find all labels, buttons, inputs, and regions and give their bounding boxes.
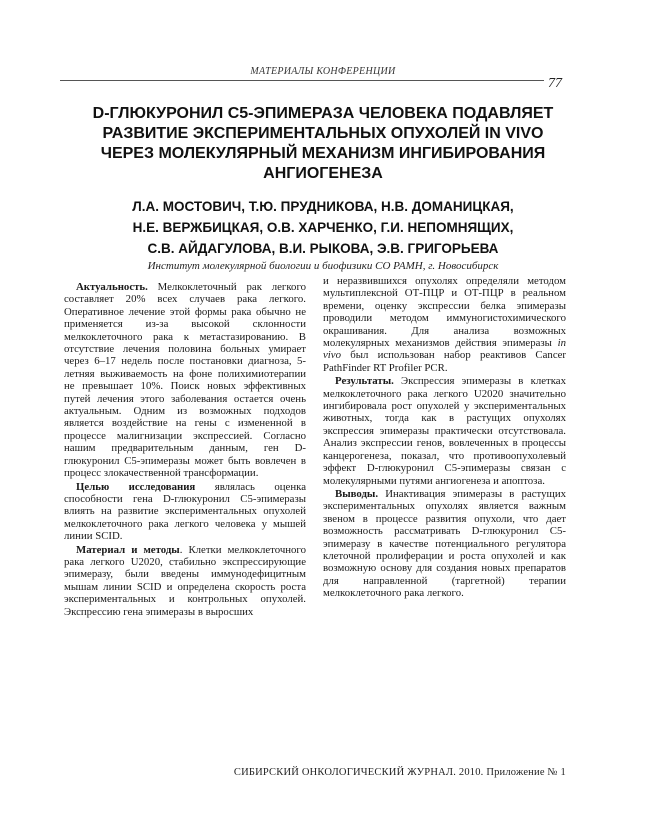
authors-line-3: С.В. АЙДАГУЛОВА, В.И. РЫКОВА, Э.В. ГРИГОРЬЕВА — [147, 241, 499, 256]
results-text: Экспрессия эпимеразы в клетках мелкоклеточного рака легкого U2020 значительно ингибировала рост опухолей у экспериментальных животных, тогда как в растущих опухолях экспрессия эпимеразы практически отсутствовала. Анализ экспрессии генов, вовлеченных в процессы канцерогенеза, показал, что противоопухолевый эффект D-глюкуронил С5-эпимеразы связан с молекулярными путями ангиогенеза и апоптоза. — [323, 375, 566, 487]
methods-text: . Клетки мелкоклеточного рака легкого U2020, стабильно экспрессирующие эпимеразу, были введены иммунодефицитным мышам линии SCID и определена скорость роста экспериментальных и контрольных опухолей. Экспрессию гена эпимеразы в выросших — [64, 543, 306, 618]
in-vivo-italic: in vivo — [323, 337, 566, 362]
aim-heading: Целью исследования — [76, 480, 196, 493]
page-number: 77 — [548, 76, 562, 91]
journal-footer: СИБИРСКИЙ ОНКОЛОГИЧЕСКИЙ ЖУРНАЛ. 2010. Приложение № 1 — [233, 767, 566, 778]
methods-heading: Материал и методы — [76, 543, 180, 556]
header-rule — [60, 80, 544, 81]
paragraph-aim — [64, 481, 306, 543]
article-title — [40, 104, 606, 184]
paragraph-relevance — [64, 281, 306, 480]
title-line-3: ЧЕРЕЗ МОЛЕКУЛЯРНЫЙ МЕХАНИЗМ ИНГИБИРОВАНИЯ — [100, 145, 546, 162]
authors-line-2: Н.Е. ВЕРЖБИЦКАЯ, О.В. ХАРЧЕНКО, Г.И. НЕПОМНЯЩИХ, — [132, 220, 514, 235]
paragraph-results — [323, 375, 566, 487]
paragraph-methods-continued — [323, 275, 566, 374]
left-column — [64, 281, 306, 619]
conclusions-text: Инактивация эпимеразы в растущих экспериментальных опухолях является важным звеном в процессе развития опухоли, что дает возможность рассматривать D-глюкуронил С5-эпимеразу в качестве потенциального регулятора клеточной пролиферации и роста опухолей и как возможную основу для создания новых препаратов для направленной (таргетной) терапии мелкоклеточного рака легкого. — [323, 487, 566, 600]
running-header: МАТЕРИАЛЫ КОНФЕРЕНЦИИ — [250, 66, 396, 77]
title-line-2: РАЗВИТИЕ ЭКСПЕРИМЕНТАЛЬНЫХ ОПУХОЛЕЙ IN VIVO — [102, 125, 544, 142]
aim-text: являлась оценка способности гена D-глюкуронил С5-эпимеразы влиять на развитие экспериментальных опухолей мелкоклеточного рака легкого человека у мышей линии SCID. — [64, 480, 306, 543]
methods-continued-text-b: был использован набор реактивов Cancer PathFinder RT Profiler PCR. — [323, 349, 566, 374]
title-line-1: D-ГЛЮКУРОНИЛ С5-ЭПИМЕРАЗА ЧЕЛОВЕКА ПОДАВЛЯЕТ — [92, 105, 554, 122]
authors-line-1: Л.А. МОСТОВИЧ, Т.Ю. ПРУДНИКОВА, Н.В. ДОМАНИЦКАЯ, — [132, 199, 514, 214]
title-line-4: АНГИОГЕНЕЗА — [263, 165, 383, 182]
paragraph-methods — [64, 544, 306, 618]
results-heading: Результаты. — [335, 375, 394, 388]
relevance-heading: Актуальность. — [76, 281, 148, 293]
methods-continued-text-a: и неразвившихся опухолях определяли методом мультиплексной ОТ-ПЦР и ОТ-ПЦР в реальном времени, оценку экспрессии белка эпимеразы проводили методом иммуногистохимического окрашивания. Для анализа возможных молекулярных механизмов действия эпимеразы — [323, 275, 566, 350]
relevance-text: Мелкоклеточный рак легкого составляет 20% всех случаев рака легкого. Оперативное лечение этой формы рака обычно не применяется из-за высокой склонности мелкоклеточного рака к метастазированию. В отсутствие лечения половина больных умирает через 6–17 недель после постановки диагноза, 5-летняя выживаемость на фоне полихимиотерапии не превышает 10%. Поиск новых эффективных путей лечения этого заболевания остается очень актуальным. Одним из возможных подходов является воздействие на гены с измененной в процессе малигнизации экспрессией. Согласно нашим предварительным данным, ген D-глюкуронил С5-эпимеразы может быть вовлечен в процесс злокачественной трансформации. — [64, 281, 306, 480]
right-column — [323, 275, 566, 601]
paragraph-conclusions — [323, 488, 566, 600]
conclusions-heading: Выводы. — [335, 487, 379, 500]
affiliation: Институт молекулярной биологии и биофизики СО РАМН, г. Новосибирск — [147, 260, 499, 272]
authors — [40, 196, 606, 259]
